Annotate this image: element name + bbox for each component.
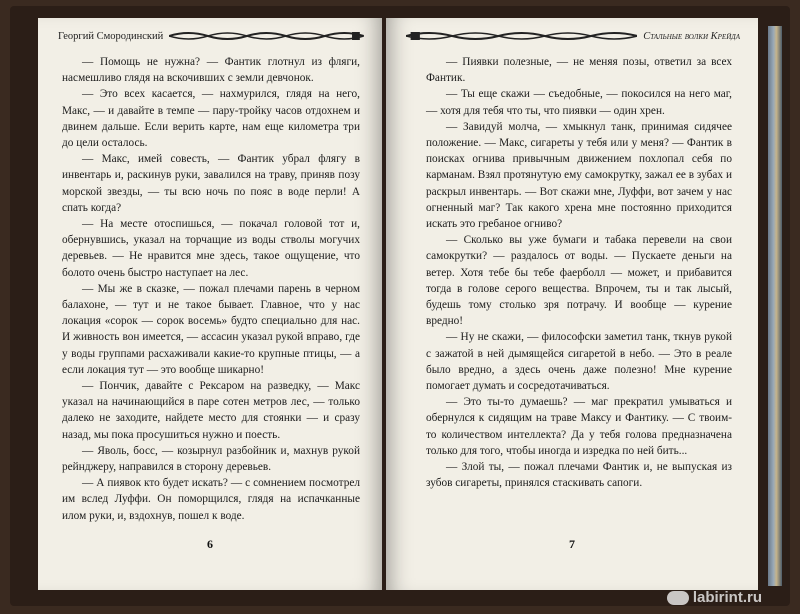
right-page: [386, 18, 758, 590]
paragraph: — Злой ты, — пожал плечами Фантик и, не выпуская из зубов сигареты, принялся стаскивать сапоги.: [426, 461, 732, 490]
paragraph: — Яволь, босс, — козырнул разбойник и, махнув рукой рейнджеру, направился в сторону деревьев.: [62, 444, 360, 474]
book-edge: [768, 26, 782, 586]
paragraph: — Это всех касается, — нахмурился, глядя на него, Макс, — и давайте в темпе — пару-тройку часов отдохнем и двинем дальше. Если верить карте, нам еще километра три до цели осталось.: [62, 88, 360, 150]
paragraph: — Помощь не нужна? — Фантик глотнул из фляги, насмешливо глядя на вскочивших с земли девчонок.: [62, 56, 360, 85]
paragraph: — Пончик, давайте с Рексаром на разведку, — Макс указал на начинающийся в паре сотен метров лес, — только далеко не заходите, найдете место для стоянки — и сразу назад, мы пока просушиться нужно и поесть.: [62, 380, 360, 441]
left-page-number: 6: [207, 537, 213, 551]
paragraph: — Сколько вы уже бумаги и табака перевели на свои самокрутки? — раздалось от воды. — Пускаете деньги на ветер. Хотя тебе бы тебе фаерболл — может, и прибавится тогда в голове серого вещества. Впрочем, ты и так лысый, будешь тому столько зря потрачу. И вообще — курение вредно!: [426, 234, 732, 328]
right-page-number: 7: [569, 537, 575, 551]
labirint-logo-icon: [667, 591, 689, 605]
paragraph: — Завидуй молча, — хмыкнул танк, принимая сидячее положение. — Макс, сигареты у тебя или у меня? — Фантик в поисках огнива привычным движением похлопал себя по карманам. Взял протянутую ему самокрутку, зажал ее в зубах и раскрыл инвентарь. — Вот скажи мне, Луффи, вот зачем у нас огненный маг? Так какого хрена мне постоянно приходится искать это гребаное огниво?: [426, 120, 732, 231]
paragraph: — Ты еще скажи — съедобные, — покосился на него маг, — хотя для тебя что ты, что пиявки — один хрен.: [426, 88, 732, 117]
left-running-header: [58, 28, 364, 44]
open-book: [10, 6, 790, 606]
right-body-text: [426, 54, 732, 491]
left-page: [38, 18, 382, 590]
paragraph: — Пиявки полезные, — не меняя позы, ответил за всех Фантик.: [426, 56, 732, 85]
left-header-author: Георгий Смородинский: [58, 30, 164, 42]
paragraph: — Мы же в сказке, — пожал плечами парень в черном балахоне, — тут и не такое бывает. Главное, что у нас локация «сорок — сорок восемь» будто специально для нас. И живность вон имеется, — ассасин указал рукой вправо, где у воды группами расхаживали какие-то крупные птицы, — а если локация тут — это вообще шикарно!: [62, 282, 360, 376]
paragraph: — Макс, имей совесть, — Фантик убрал флягу в инвентарь и, раскинув руки, завалился на траву, приняв позу морской звезды, — ты всю ночь по пояс в воде перли! А спать когда?: [62, 153, 360, 214]
watermark: [667, 589, 762, 606]
header-ornament-icon: [169, 30, 364, 42]
header-ornament-icon: [406, 30, 637, 42]
right-running-header: [406, 28, 740, 44]
right-header-title: Стальные волки Крейда: [643, 30, 740, 42]
paragraph: — Ну не скажи, — философски заметил танк, ткнув рукой с зажатой в ней дымящейся сигаретой в небо. — Это в реале было вредно, а здесь очень даже полезно! Мне курение помогает думать и сосредотачиваться.: [426, 331, 732, 393]
paragraph: — Это ты-то думаешь? — маг прекратил умываться и обернулся к сидящим на траве Максу и Фантику. — С твоим-то количеством интеллекта? Да у тебя голова предназначена только для того, чтобы иногда и изредка по ней бить...: [426, 396, 732, 457]
paragraph: — А пиявок кто будет искать? — с сомнением посмотрел им вслед Луффи. Он поморщился, глядя на испачканные илом руки, и, вздохнув, пошел к воде.: [62, 477, 360, 522]
watermark-text: labirint.ru: [692, 589, 762, 606]
paragraph: — На месте отоспишься, — покачал головой тот и, обернувшись, указал на торчащие из воды стволы могучих деревьев. — Не нравится мне здесь, такое ощущение, что болото очень быстро наступает на лес.: [62, 218, 360, 279]
left-body-text: [62, 54, 360, 524]
